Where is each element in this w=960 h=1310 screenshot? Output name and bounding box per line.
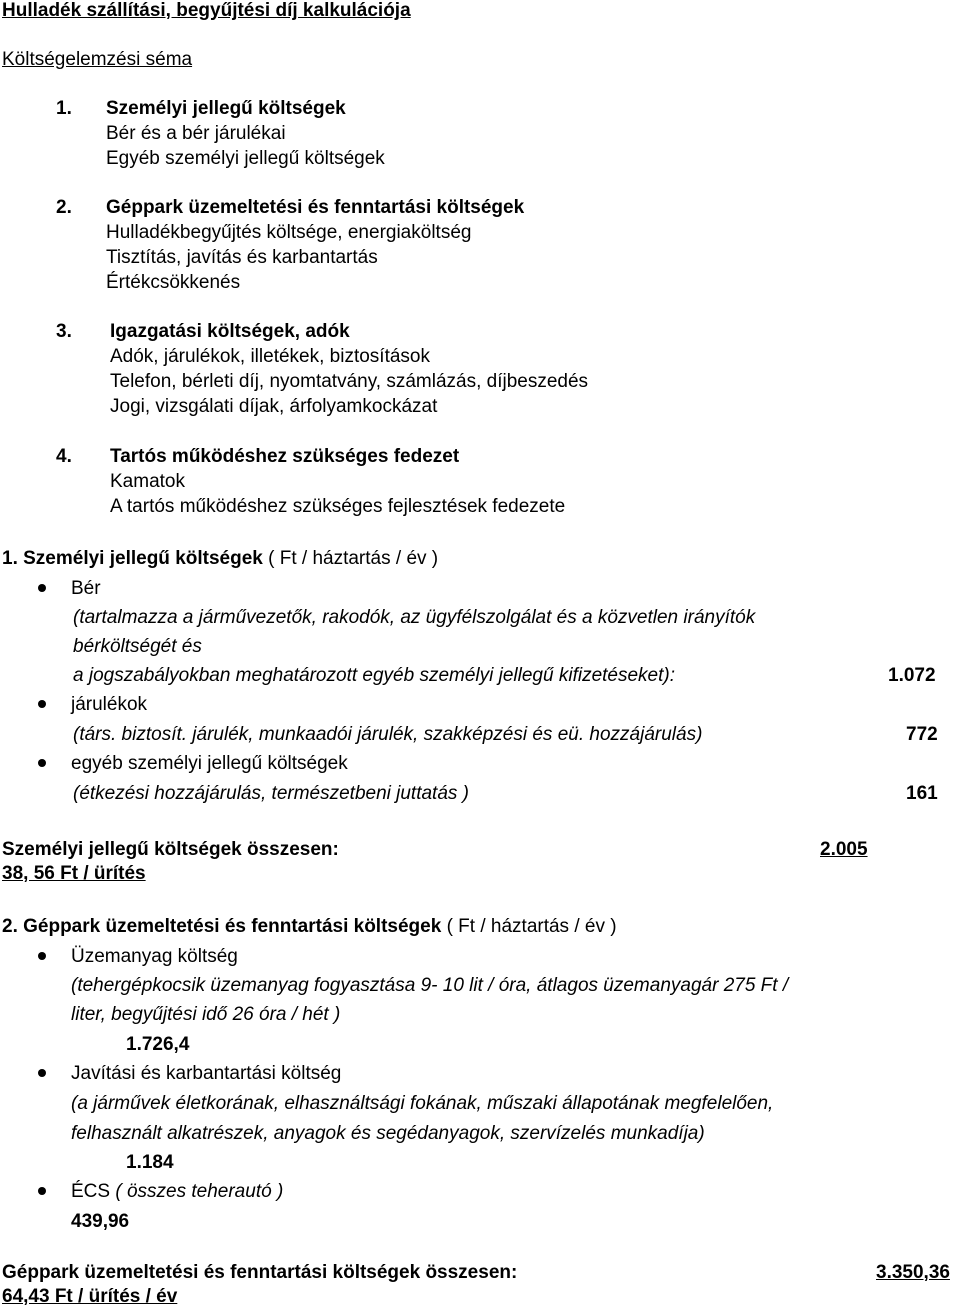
section1-bullet-desc: bérköltségét és (73, 636, 202, 657)
section2-total-value: 3.350,36 (876, 1262, 950, 1283)
outline-1-num: 1. (56, 98, 72, 119)
outline-2-num: 2. (56, 197, 72, 218)
section2-bullet-desc: liter, begyűjtési idő 26 óra / hét ) (71, 1004, 341, 1025)
section2-bullet-value: 439,96 (71, 1211, 130, 1232)
outline-4-item: Kamatok (110, 471, 185, 492)
bullet-icon (38, 1187, 46, 1195)
section2-bullet-value: 1.184 (126, 1152, 174, 1173)
section1-bullet-value: 161 (906, 783, 938, 804)
bullet-icon (38, 759, 46, 767)
section1-bullet-desc: (társ. biztosít. járulék, munkaadói járulék, szakképzési és eü. hozzájárulás) (73, 724, 703, 745)
outline-1-item: Egyéb személyi jellegű költségek (106, 148, 385, 169)
section1-bullet-value: 772 (906, 724, 938, 745)
bullet-icon (38, 584, 46, 592)
document-title: Hulladék szállítási, begyűjtési díj kalkulációja (2, 0, 411, 21)
section1-total-label: Személyi jellegű költségek összesen: (2, 839, 339, 860)
outline-3-item: Adók, járulékok, illetékek, biztosítások (110, 346, 430, 367)
section1-bullet-label: járulékok (71, 694, 148, 715)
section2-bullet-desc: ( összes teherautó ) (115, 1181, 284, 1202)
outline-2-item: Tisztítás, javítás és karbantartás (106, 247, 378, 268)
section2-total-label: Géppark üzemeltetési és fenntartási költségek összesen: (2, 1262, 518, 1283)
outline-2-item: Értékcsökkenés (106, 272, 241, 293)
outline-1-heading: Személyi jellegű költségek (106, 98, 346, 119)
section1-bullet-value: 1.072 (888, 665, 936, 686)
section2-bullet-value: 1.726,4 (126, 1034, 190, 1055)
section2-bullet-desc: (a járművek életkorának, elhasználtsági fokának, műszaki állapotának megfelelően, (71, 1093, 774, 1114)
outline-3-item: Telefon, bérleti díj, nyomtatvány, számlázás, díjbeszedés (110, 371, 589, 392)
outline-3-num: 3. (56, 321, 72, 342)
bullet-icon (38, 700, 46, 708)
document-subtitle: Költségelemzési séma (2, 49, 193, 70)
section1-heading (2, 549, 438, 568)
section2-bullet-desc: (tehergépkocsik üzemanyag fogyasztása 9- 10 lit / óra, átlagos üzemanyagár 275 Ft / (71, 975, 789, 996)
outline-1-item: Bér és a bér járulékai (106, 123, 286, 144)
section2-bullet-label: Javítási és karbantartási költség (71, 1063, 342, 1084)
section1-bullet-label: Bér (71, 578, 101, 599)
section1-bullet-desc: (étkezési hozzájárulás, természetbeni juttatás ) (73, 783, 470, 804)
section1-heading-title: 1. Személyi jellegű költségek (2, 548, 263, 569)
outline-2-item: Hulladékbegyűjtés költsége, energiaköltség (106, 222, 472, 243)
outline-4-num: 4. (56, 446, 72, 467)
section1-total-value: 2.005 (820, 839, 868, 860)
section1-per-emptying: 38, 56 Ft / ürítés (2, 863, 146, 884)
section1-bullet-label: egyéb személyi jellegű költségek (71, 753, 348, 774)
bullet-icon (38, 1069, 46, 1077)
bullet-icon (38, 952, 46, 960)
section2-per-emptying: 64,43 Ft / ürítés / év (2, 1286, 178, 1307)
outline-3-item: Jogi, vizsgálati díjak, árfolyamkockázat (110, 396, 438, 417)
section2-heading-unit: ( Ft / háztartás / év ) (441, 916, 617, 937)
section1-bullet-desc: (tartalmazza a járművezetők, rakodók, az ügyfélszolgálat és a közvetlen irányítók (73, 607, 756, 628)
section2-bullet-ecs (71, 1182, 283, 1201)
section1-heading-unit: ( Ft / háztartás / év ) (262, 548, 439, 569)
section2-bullet-label: Üzemanyag költség (71, 946, 238, 967)
outline-3-heading: Igazgatási költségek, adók (110, 321, 350, 342)
section2-heading (2, 917, 617, 936)
outline-2-heading: Géppark üzemeltetési és fenntartási költségek (106, 197, 525, 218)
outline-4-heading: Tartós működéshez szükséges fedezet (110, 446, 460, 467)
section2-bullet-label: ÉCS (71, 1181, 111, 1202)
section2-heading-title: 2. Géppark üzemeltetési és fenntartási költségek (2, 916, 442, 937)
section1-bullet-desc: a jogszabályokban meghatározott egyéb személyi jellegű kifizetéseket): (73, 665, 675, 686)
outline-4-item: A tartós működéshez szükséges fejlesztések fedezete (110, 496, 566, 517)
section2-bullet-desc: felhasznált alkatrészek, anyagok és segédanyagok, szervízelés munkadíja) (71, 1123, 705, 1144)
